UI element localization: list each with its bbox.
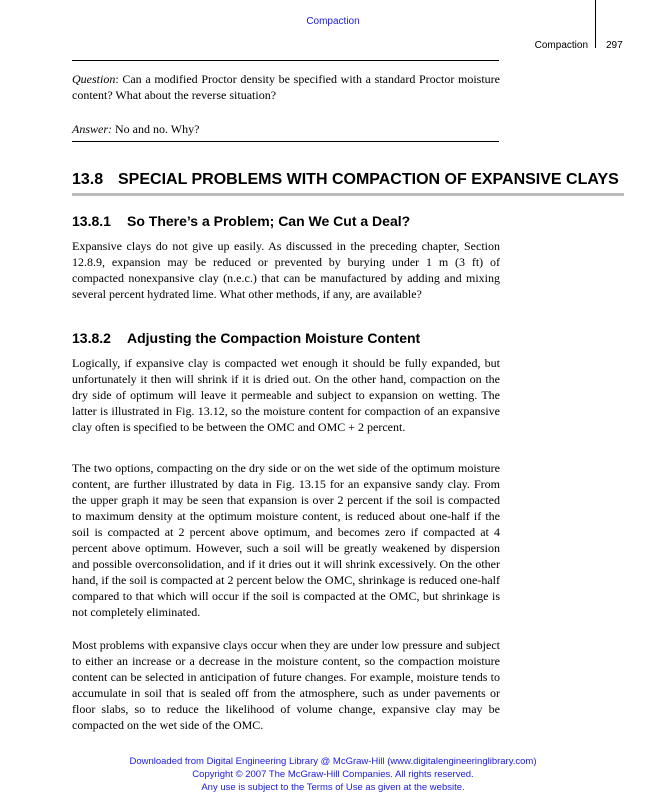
qa-bottom-rule — [72, 141, 499, 142]
answer-block — [72, 121, 500, 137]
footer-notice — [0, 755, 666, 794]
paragraph-most-problems: Most problems with expansive clays occur when they are under low pressure and subject to either an increase or a decrease in the moisture content, so the compaction moisture content can be selected in anticipation of future changes. For example, moisture tends to accumulate in soil that is sealed off from the atmosphere, such as under pavements or floor slabs, so to reduce the likelihood of volume change, expansive clay may be compacted on the wet side of the OMC. — [72, 638, 500, 732]
paragraph-logically: Logically, if expansive clay is compacted wet enough it should be fully expanded, but unfortunately it then will shrink if it is dried out. On the other hand, compaction on the dry side of optimum will leave it permeable and subject to expansion on wetting. The latter is illustrated in Fig. 13.12, so the moisture content for compaction of an expansive clay often is specified to be between the OMC and OMC + 2 percent. — [72, 356, 500, 434]
subsection-heading-1 — [72, 213, 410, 229]
section-title: SPECIAL PROBLEMS WITH COMPACTION OF EXPANSIVE CLAYS — [118, 171, 619, 188]
footer-terms-link[interactable]: Any use is subject to the Terms of Use as given at the website. — [201, 782, 465, 793]
qa-top-rule — [72, 60, 499, 61]
answer-label: Answer: — [72, 122, 112, 136]
section-rule — [72, 193, 624, 196]
subsection-heading-2 — [72, 330, 420, 346]
subsection-number-2: 13.8.2 — [72, 330, 111, 346]
question-text: : Can a modified Proctor density be specified with a standard Proctor moisture content? What about the reverse situation? — [72, 72, 500, 102]
subsection-number-1: 13.8.1 — [72, 213, 111, 229]
subsection-title-1: So There’s a Problem; Can We Cut a Deal? — [127, 213, 411, 229]
section-heading — [72, 171, 619, 189]
footer-download-link[interactable]: Downloaded from Digital Engineering Library @ McGraw-Hill (www.digitalengineeringlibrary.com) — [129, 756, 537, 767]
section-number: 13.8 — [72, 171, 104, 188]
paragraph-expansive-clays: Expansive clays do not give up easily. As discussed in the preceding chapter, Section 12.8.9, expansion may be reduced or prevented by burying under 1 m (3 ft) of compacted nonexpansive clay (n.e.c.) that can be manufactured by adding and mixing several percent hydrated lime. What other methods, if any, are available? — [72, 239, 500, 301]
chapter-link[interactable]: Compaction — [306, 16, 360, 27]
running-head: Compaction — [534, 40, 588, 51]
header-divider — [595, 0, 596, 48]
question-label: Question — [72, 72, 116, 86]
answer-text: No and no. Why? — [112, 122, 200, 136]
paragraph-two-options: The two options, compacting on the dry side or on the wet side of the optimum moisture content, are further illustrated by data in Fig. 13.15 for an expansive sandy clay. From the upper graph it may be seen that expansion is over 2 percent if the soil is compacted to maximum density at the optimum moisture content, is reduced about one-half if the soil is compacted at 2 percent above optimum, and becomes zero if compacted at 4 percent above optimum. However, such a soil will be greatly weakened by dispersion and possible overconsolidation, and if it dries out it will shrink excessively. On the other hand, if the soil is compacted at 2 percent below the OMC, shrinkage is reduced one-half compared to that which will occur if the soil is compacted at the OMC, but shrinkage is not completely eliminated. — [72, 461, 500, 619]
page-number: 297 — [606, 40, 623, 51]
question-block — [72, 71, 500, 103]
subsection-title-2: Adjusting the Compaction Moisture Content — [127, 330, 421, 346]
footer-copyright: Copyright © 2007 The McGraw-Hill Companies. All rights reserved. — [192, 769, 474, 780]
